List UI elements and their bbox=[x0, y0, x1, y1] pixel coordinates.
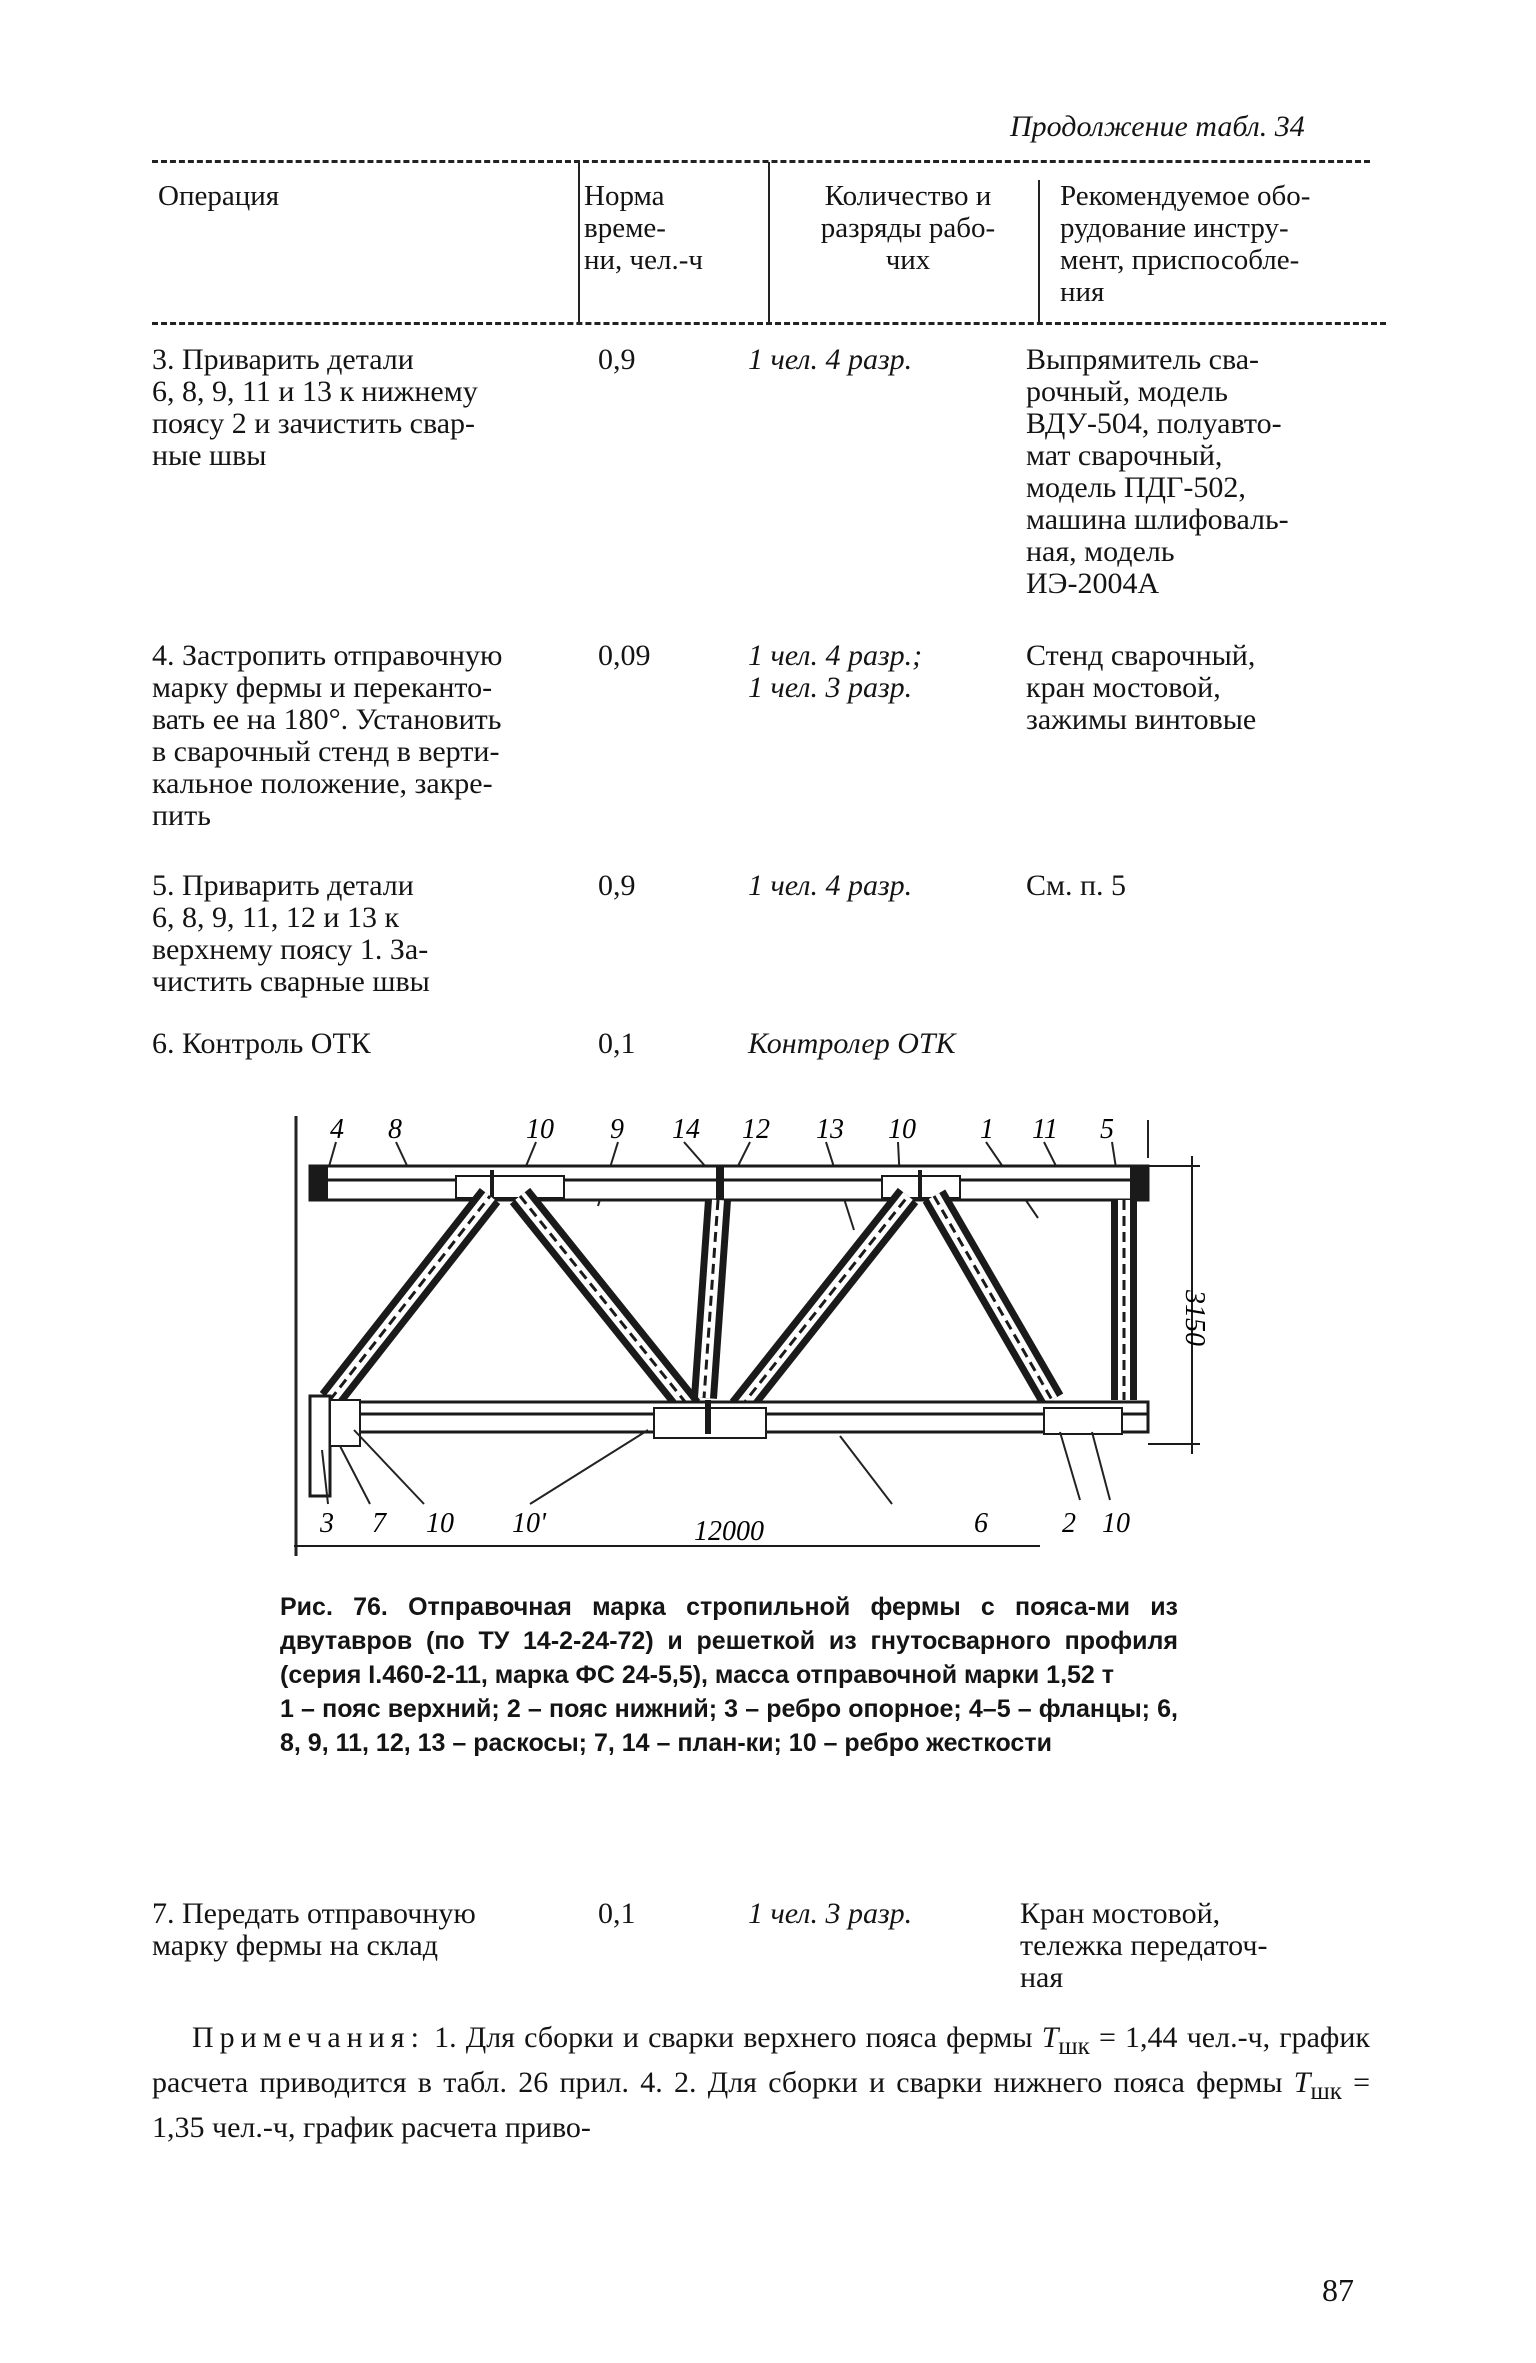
table-row-4-norm: 0,09 bbox=[598, 639, 651, 672]
notes-paragraph bbox=[152, 2020, 1370, 2146]
notes-text-2: = 1,44 чел.-ч, график расчета приводится в табл. 26 прил. 4. 2. Для сборки и сварки нижнего пояса фермы bbox=[152, 2021, 1370, 2099]
table-row-4-equipment: Стенд сварочный, кран мостовой, зажимы винтовые bbox=[1026, 639, 1257, 736]
notes-text-1: 1. Для сборки и сварки верхнего пояса фермы bbox=[424, 2021, 1042, 2054]
table-row-7-norm: 0,1 bbox=[598, 1897, 636, 1930]
truss-figure bbox=[280, 1100, 1220, 1570]
t-symbol-1: T bbox=[1041, 2021, 1059, 2054]
label-8: 8 bbox=[388, 1114, 402, 1145]
label-10-prime: 10' bbox=[512, 1508, 546, 1539]
bottom-leader-lines bbox=[322, 1430, 1110, 1504]
t-symbol-2: T bbox=[1293, 2066, 1311, 2099]
top-labels bbox=[330, 1114, 1114, 1145]
label-10-top-a: 10 bbox=[526, 1114, 554, 1145]
caption-legend: 1 – пояс верхний; 2 – пояс нижний; 3 – ребро опорное; 4–5 – фланцы; 6, 8, 9, 11, 12, 13 – раскосы; 7, 14 – план-ки; 10 – ребро жесткости bbox=[280, 1695, 1178, 1757]
table-row-7-workers: 1 чел. 3 разр. bbox=[748, 1897, 913, 1930]
table-row-3-workers: 1 чел. 4 разр. bbox=[748, 343, 913, 376]
table-row-5-equipment: См. п. 5 bbox=[1026, 869, 1127, 902]
table-row-7-operation: 7. Передать отправочную марку фермы на склад bbox=[152, 1897, 476, 1962]
table-row-5-workers: 1 чел. 4 разр. bbox=[748, 869, 913, 902]
t-subscript-1: шк bbox=[1058, 2033, 1090, 2060]
height-dimension-label: 3150 bbox=[1179, 1290, 1210, 1346]
label-3: 3 bbox=[320, 1508, 334, 1539]
label-5: 5 bbox=[1100, 1114, 1114, 1145]
notes-text-3: = 1,35 чел.-ч, график расчета приво- bbox=[152, 2066, 1370, 2144]
figure-caption bbox=[280, 1590, 1178, 1760]
length-dimension-label: 12000 bbox=[694, 1516, 764, 1547]
table-row-6-norm: 0,1 bbox=[598, 1027, 636, 1060]
label-4: 4 bbox=[330, 1114, 344, 1145]
label-1: 1 bbox=[980, 1114, 994, 1145]
table-row-5-operation: 5. Приварить детали 6, 8, 9, 11, 12 и 13 к верхнему поясу 1. За- чистить сварные швы bbox=[152, 869, 430, 998]
table-row-6-workers: Контролер ОТК bbox=[748, 1027, 956, 1060]
table-row-3-operation: 3. Приварить детали 6, 8, 9, 11 и 13 к нижнему поясу 2 и зачистить свар- ные швы bbox=[152, 343, 478, 472]
t-subscript-2: шк bbox=[1310, 2078, 1342, 2105]
header-norm: Норма време- ни, чел.-ч bbox=[584, 180, 703, 276]
column-divider-3 bbox=[1038, 180, 1040, 322]
label-10-bottom-b: 10 bbox=[1102, 1508, 1130, 1539]
page-number: 87 bbox=[1322, 2272, 1354, 2308]
table-continuation-label: Продолжение табл. 34 bbox=[1010, 110, 1305, 143]
label-9: 9 bbox=[610, 1114, 624, 1145]
table-row-4-operation: 4. Застропить отправочную марку фермы и переканто- вать ее на 180°. Установить в сварочный стенд в верти- кальное положение, закре- пить bbox=[152, 639, 503, 832]
label-2: 2 bbox=[1062, 1508, 1076, 1539]
table-row-3-norm: 0,9 bbox=[598, 343, 636, 376]
header-workers: Количество и разряды рабо- чих bbox=[820, 180, 996, 276]
table-top-rule bbox=[152, 160, 1370, 163]
table-row-6-operation: 6. Контроль ОТК bbox=[152, 1027, 371, 1060]
label-10-bottom-a: 10 bbox=[426, 1508, 454, 1539]
bottom-chord bbox=[310, 1396, 1148, 1496]
notes-label: Примечания: bbox=[192, 2021, 425, 2054]
label-13: 13 bbox=[816, 1114, 844, 1145]
table-row-4-workers: 1 чел. 4 разр.; 1 чел. 3 разр. bbox=[748, 639, 923, 704]
top-chord bbox=[310, 1166, 1148, 1200]
web-members bbox=[330, 1196, 1124, 1408]
label-10-top-b: 10 bbox=[888, 1114, 916, 1145]
caption-title: Рис. 76. Отправочная марка стропильной фермы с пояса-ми из двутавров (по ТУ 14-2-24-72) и решеткой из гнутосварного профиля (серия I.460-2-11, марка ФС 24-5,5), масса отправочной марки 1,52 т bbox=[280, 1593, 1178, 1689]
header-equipment: Рекомендуемое обо- рудование инстру- мент, приспособле- ния bbox=[1060, 180, 1311, 308]
label-14: 14 bbox=[672, 1114, 700, 1145]
label-12: 12 bbox=[742, 1114, 770, 1145]
column-divider-1 bbox=[578, 162, 580, 322]
table-row-5-norm: 0,9 bbox=[598, 869, 636, 902]
label-7: 7 bbox=[372, 1508, 386, 1539]
label-11: 11 bbox=[1032, 1114, 1058, 1145]
column-divider-2 bbox=[768, 162, 770, 322]
table-header-bottom-rule bbox=[152, 322, 1386, 325]
table-row-7-equipment: Кран мостовой, тележка передаточ- ная bbox=[1020, 1897, 1268, 1994]
header-operation: Операция bbox=[158, 180, 280, 212]
table-row-3-equipment: Выпрямитель сва- рочный, модель ВДУ-504, полуавто- мат сварочный, модель ПДГ-502, машина шлифоваль- ная, модель ИЭ-2004А bbox=[1026, 343, 1289, 600]
label-6: 6 bbox=[974, 1508, 988, 1539]
